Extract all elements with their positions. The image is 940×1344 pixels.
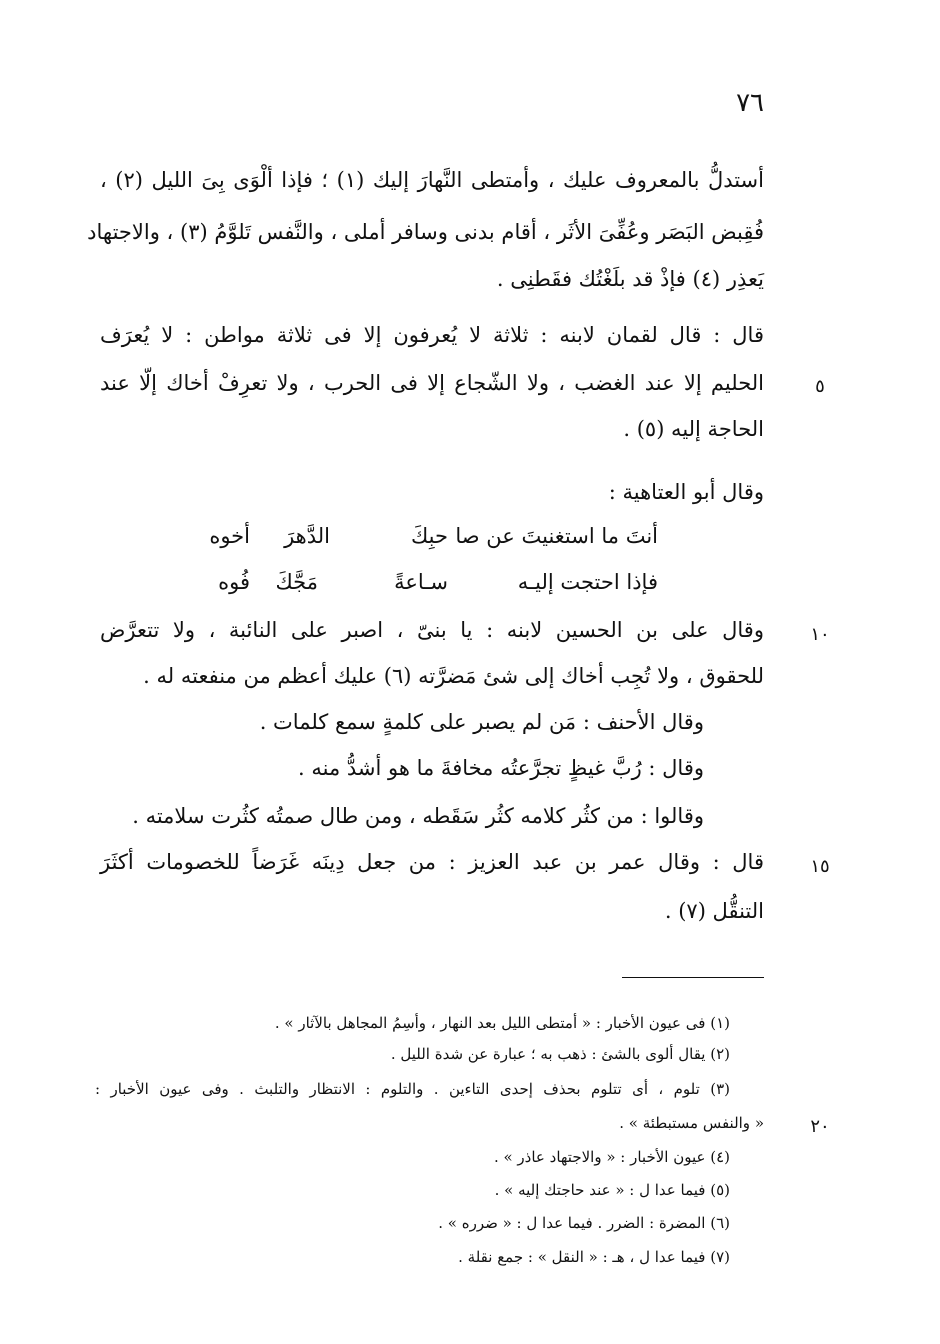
verse-hemistich: فُوه — [218, 570, 250, 594]
page-number: ٧٦ — [736, 88, 764, 118]
footnote-separator — [622, 977, 764, 978]
verse-hemistich: الدَّهرَ — [284, 524, 330, 548]
verse-hemistich: أخوه — [209, 524, 250, 548]
verse-hemistich: مَجَّكَ — [275, 570, 318, 594]
body-line: وقال على بن الحسين لابنه : يا بنىّ ، اصبر على النائبة ، ولا تتعرَّض — [100, 618, 764, 642]
body-line: فُقِبض البَصَر وعُفِّىَ الأثَر ، أقام بدنى وسافر أملى ، والنَّفس تَلوَّمُ (٣) ، والاجتهاد — [87, 220, 764, 244]
body-line: التنقُّل (٧) . — [664, 899, 764, 923]
margin-line-number: ٥ — [815, 376, 825, 397]
body-line: قال : وقال عمر بن عبد العزيز : من جعل دِينَه غَرَضاً للخصومات أكثَرَ — [100, 850, 764, 874]
body-line: الحاجة إليه (٥) . — [623, 417, 764, 441]
footnote: (٤) عيون الأخبار : « والاجتهاد عاذر » . — [493, 1148, 730, 1166]
footnote: (٦) المضرة : الضرر . فيما عدا ل : « ضرره » . — [438, 1214, 730, 1232]
footnote: (١) فى عيون الأخبار : « أمتطى الليل بعد النهار ، وأسِمُ المجاهل بالآثار » . — [274, 1014, 730, 1032]
body-line: يَعذِر (٤) فإذْ قد بلَغْتُك فقَطنِى . — [496, 267, 764, 291]
body-line: وقالوا : من كثُر كلامه كثُر سَقَطه ، ومن طال صمتُه كثُرت سلامته . — [132, 804, 704, 828]
footnote: « والنفس مستبطئة » . — [619, 1114, 764, 1132]
body-line: الحليم إلا عند الغضب ، ولا الشّجاع إلا فى الحرب ، ولا تعرِفْ أخاك إلّا عند — [100, 371, 764, 395]
verse-hemistich: أنتَ ما استغنيتَ عن صا — [455, 524, 658, 548]
margin-line-number: ١٠ — [810, 624, 830, 645]
body-line: للحقوق ، ولا تُجِب أخاك إلى شئ مَضرَّته (٦) عليك أعظم من منفعته له . — [143, 664, 764, 688]
body-line: وقال : رُبَّ غيظٍ تجرَّعتُه مخافةَ ما هو أشدُّ منه . — [298, 756, 704, 780]
footnote: (٣) تلوم ، أى تتلوم بحذف إحدى التاءين . والتلوم : الانتظار والتلبث . وفى عيون الأخبار : — [95, 1080, 730, 1098]
verse-hemistich: سـاعةً — [394, 570, 448, 594]
body-line: وقال أبو العتاهية : — [608, 480, 764, 504]
footnote: (٥) فيما عدا ل : « عند حاجتك إليه » . — [494, 1181, 730, 1199]
margin-line-number: ١٥ — [810, 856, 830, 877]
body-line: أستدلُّ بالمعروف عليك ، وأمتطى النَّهارَ إليك (١) ؛ فإذا ألْوَى بِىَ الليل (٢) ، — [100, 168, 764, 192]
verse-hemistich: فإذا احتجت إليـه — [517, 570, 658, 594]
body-line: وقال الأحنف : مَن لم يصبر على كلمةٍ سمع كلمات . — [259, 710, 704, 734]
body-line: قال : قال لقمان لابنه : ثلاثة لا يُعرفون إلا فى ثلاثة مواطن : لا يُعرَف — [100, 323, 764, 347]
footnote: (٢) يقال ألوى بالشئ : ذهب به ؛ عبارة عن شدة الليل . — [390, 1045, 730, 1063]
margin-line-number: ٢٠ — [810, 1116, 830, 1137]
verse-hemistich: حبِكَ — [410, 524, 448, 548]
footnote: (٧) فيما عدا ل ، هـ : « النقل » : جمع نقلة . — [458, 1248, 730, 1266]
